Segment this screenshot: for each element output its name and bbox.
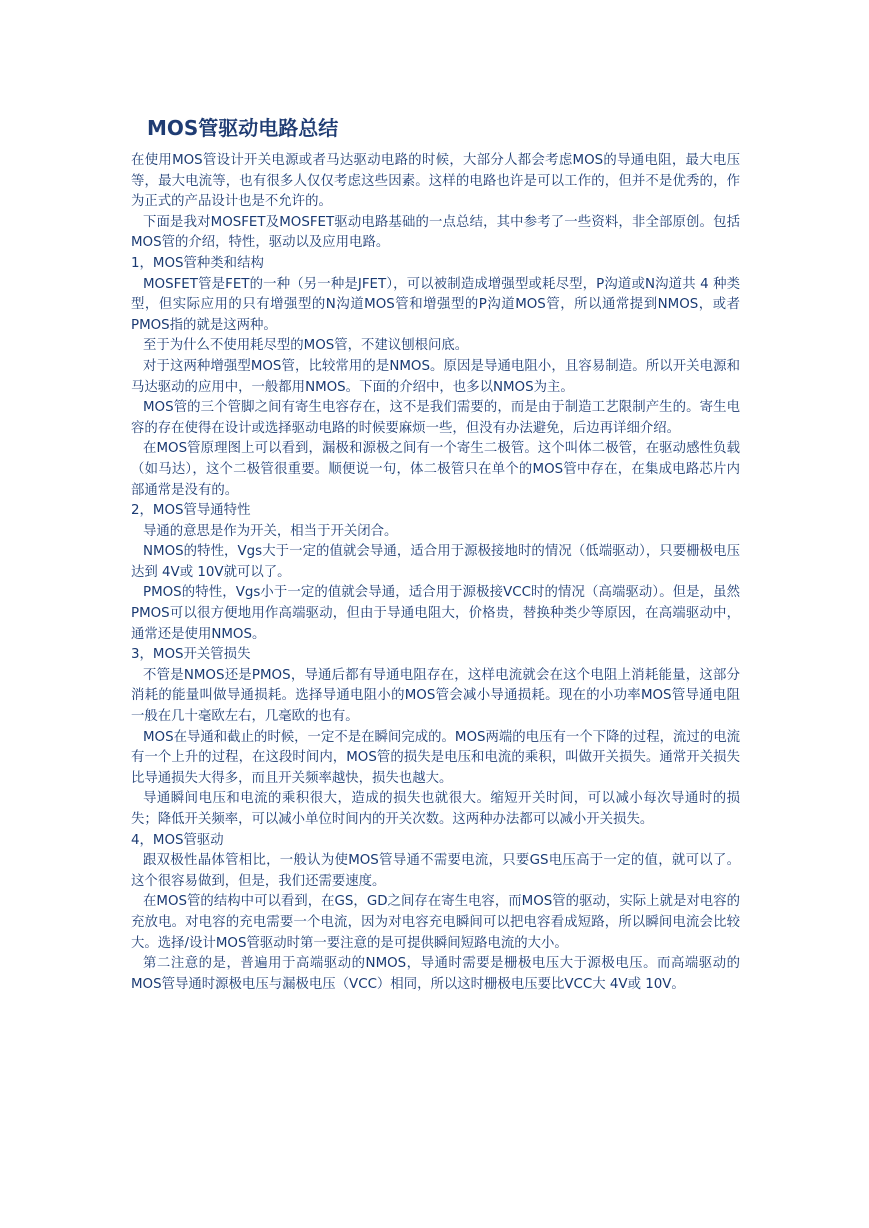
paragraph: 导通瞬间电压和电流的乘积很大，造成的损失也就很大。缩短开关时间，可以减小每次导通时的损失；降低开关频率，可以减小单位时间内的开关次数。这两种办法都可以减小开关损失。 bbox=[131, 791, 740, 827]
paragraph: 对于这两种增强型MOS管，比较常用的是NMOS。原因是导通电阻小，且容易制造。所以开关电源和马达驱动的应用中，一般都用NMOS。下面的介绍中，也多以NMOS为主。 bbox=[131, 358, 740, 395]
paragraph: MOS管的三个管脚之间有寄生电容存在，这不是我们需要的，而是由于制造工艺限制产生的。寄生电容的存在使得在设计或选择驱动电路的时候要麻烦一些，但没有办法避免，后边再详细介绍。 bbox=[131, 400, 740, 436]
paragraph: NMOS的特性，Vgs大于一定的值就会导通，适合用于源极接地时的情况（低端驱动），只要栅极电压达到 4V或 10V就可以了。 bbox=[131, 544, 740, 580]
paragraph: MOSFET管是FET的一种（另一种是JFET），可以被制造成增强型或耗尽型，P沟道或N沟道共 4 种类型，但实际应用的只有增强型的N沟道MOS管和增强型的P沟道MOS管，所以通常提到NMOS，或者PMOS指的就是这两种。 bbox=[131, 276, 740, 333]
paragraph: MOS在导通和截止的时候，一定不是在瞬间完成的。MOS两端的电压有一个下降的过程，流过的电流有一个上升的过程，在这段时间内，MOS管的损失是电压和电流的乘积，叫做开关损失。通常开关损失比导通损失大得多，而且开关频率越快，损失也越大。 bbox=[131, 729, 740, 786]
document-body bbox=[131, 151, 740, 995]
paragraph: 下面是我对MOSFET及MOSFET驱动电路基础的一点总结，其中参考了一些资料，非全部原创。包括MOS管的介绍，特性，驱动以及应用电路。 bbox=[131, 214, 740, 251]
paragraph: 在MOS管原理图上可以看到，漏极和源极之间有一个寄生二极管。这个叫体二极管，在驱动感性负载（如马达），这个二极管很重要。顺便说一句，体二极管只在单个的MOS管中存在，在集成电路芯片内部通常是没有的。 bbox=[131, 441, 740, 498]
paragraph: PMOS的特性，Vgs小于一定的值就会导通，适合用于源极接VCC时的情况（高端驱动）。但是，虽然PMOS可以很方便地用作高端驱动，但由于导通电阻大，价格贵，替换种类少等原因，在高端驱动中，通常还是使用NMOS。 bbox=[131, 585, 740, 642]
section-heading: 4，MOS管驱动 bbox=[131, 832, 224, 848]
paragraph: 跟双极性晶体管相比，一般认为使MOS管导通不需要电流，只要GS电压高于一定的值，就可以了。这个很容易做到，但是，我们还需要速度。 bbox=[131, 853, 740, 889]
paragraph: 在使用MOS管设计开关电源或者马达驱动电路的时候，大部分人都会考虑MOS的导通电阻，最大电压等，最大电流等，也有很多人仅仅考虑这些因素。这样的电路也许是可以工作的，但并不是优秀的，作为正式的产品设计也是不允许的。 bbox=[131, 153, 740, 210]
paragraph: 第二注意的是，普遍用于高端驱动的NMOS，导通时需要是栅极电压大于源极电压。而高端驱动的MOS管导通时源极电压与漏极电压（VCC）相同，所以这时栅极电压要比VCC大 4V或 10V。 bbox=[131, 956, 740, 992]
paragraph: 导通的意思是作为开关，相当于开关闭合。 bbox=[143, 523, 398, 539]
section-heading: 2，MOS管导通特性 bbox=[131, 503, 251, 519]
section-heading: 1，MOS管种类和结构 bbox=[131, 255, 264, 271]
paragraph: 在MOS管的结构中可以看到，在GS，GD之间存在寄生电容，而MOS管的驱动，实际上就是对电容的充放电。对电容的充电需要一个电流，因为对电容充电瞬间可以把电容看成短路，所以瞬间电流会比较大。选择/设计MOS管驱动时第一要注意的是可提供瞬间短路电流的大小。 bbox=[131, 894, 740, 951]
paragraph: 不管是NMOS还是PMOS，导通后都有导通电阻存在，这样电流就会在这个电阻上消耗能量，这部分消耗的能量叫做导通损耗。选择导通电阻小的MOS管会减小导通损耗。现在的小功率MOS管导通电阻一般在几十毫欧左右，几毫欧的也有。 bbox=[131, 667, 740, 725]
page-title: MOS管驱动电路总结 bbox=[147, 116, 339, 140]
paragraph: 至于为什么不使用耗尽型的MOS管，不建议刨根问底。 bbox=[143, 338, 469, 354]
section-heading: 3，MOS开关管损失 bbox=[131, 647, 251, 663]
